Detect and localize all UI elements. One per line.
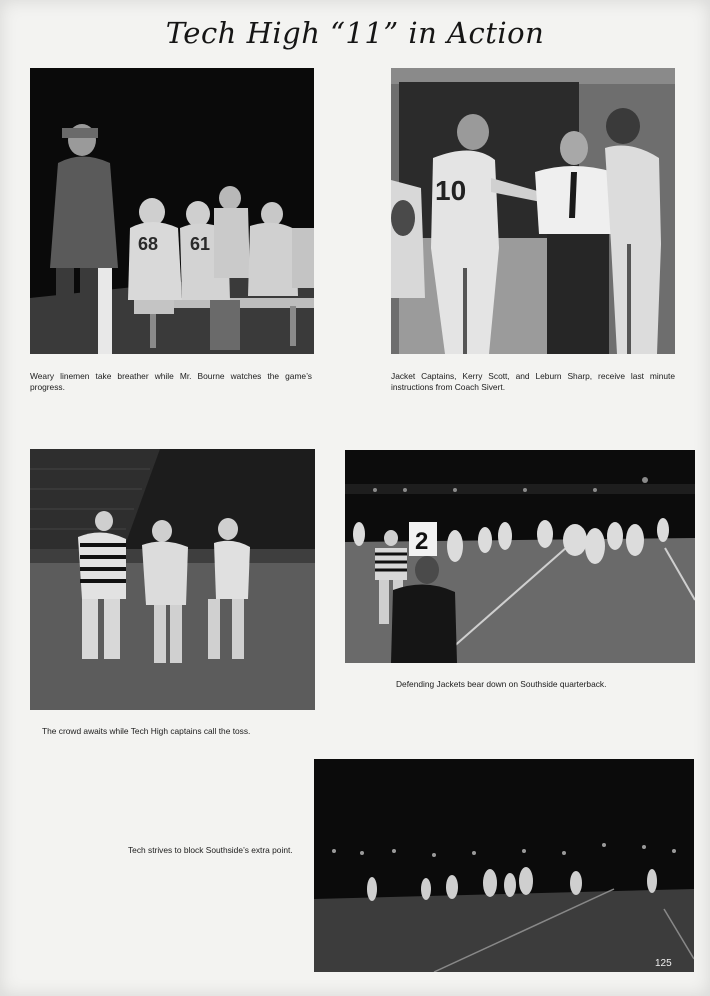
jersey-number: 68 — [138, 234, 159, 254]
page-number: 125 — [655, 958, 672, 969]
jersey-number: 61 — [190, 234, 211, 254]
page-title: Tech High “11” in Action — [165, 16, 545, 50]
photo-extra-point — [314, 759, 694, 972]
down-marker-number: 2 — [415, 528, 429, 555]
caption-defense: Defending Jackets bear down on Southside quarterback. — [396, 679, 607, 689]
caption-linemen: Weary linemen take breather while Mr. Bourne watches the game’s progress. — [30, 371, 312, 392]
jersey-number: 10 — [435, 175, 467, 206]
photo-defense — [345, 450, 695, 663]
photo-captains — [391, 68, 675, 354]
caption-captains: Jacket Captains, Kerry Scott, and Leburn Sharp, receive last minute instructions from Coach Sivert. — [391, 371, 675, 392]
caption-extra-point: Tech strives to block Southside’s extra point. — [128, 845, 293, 855]
photo-toss — [30, 449, 315, 710]
caption-toss: The crowd awaits while Tech High captains call the toss. — [42, 726, 251, 736]
photo-linemen — [30, 68, 314, 354]
